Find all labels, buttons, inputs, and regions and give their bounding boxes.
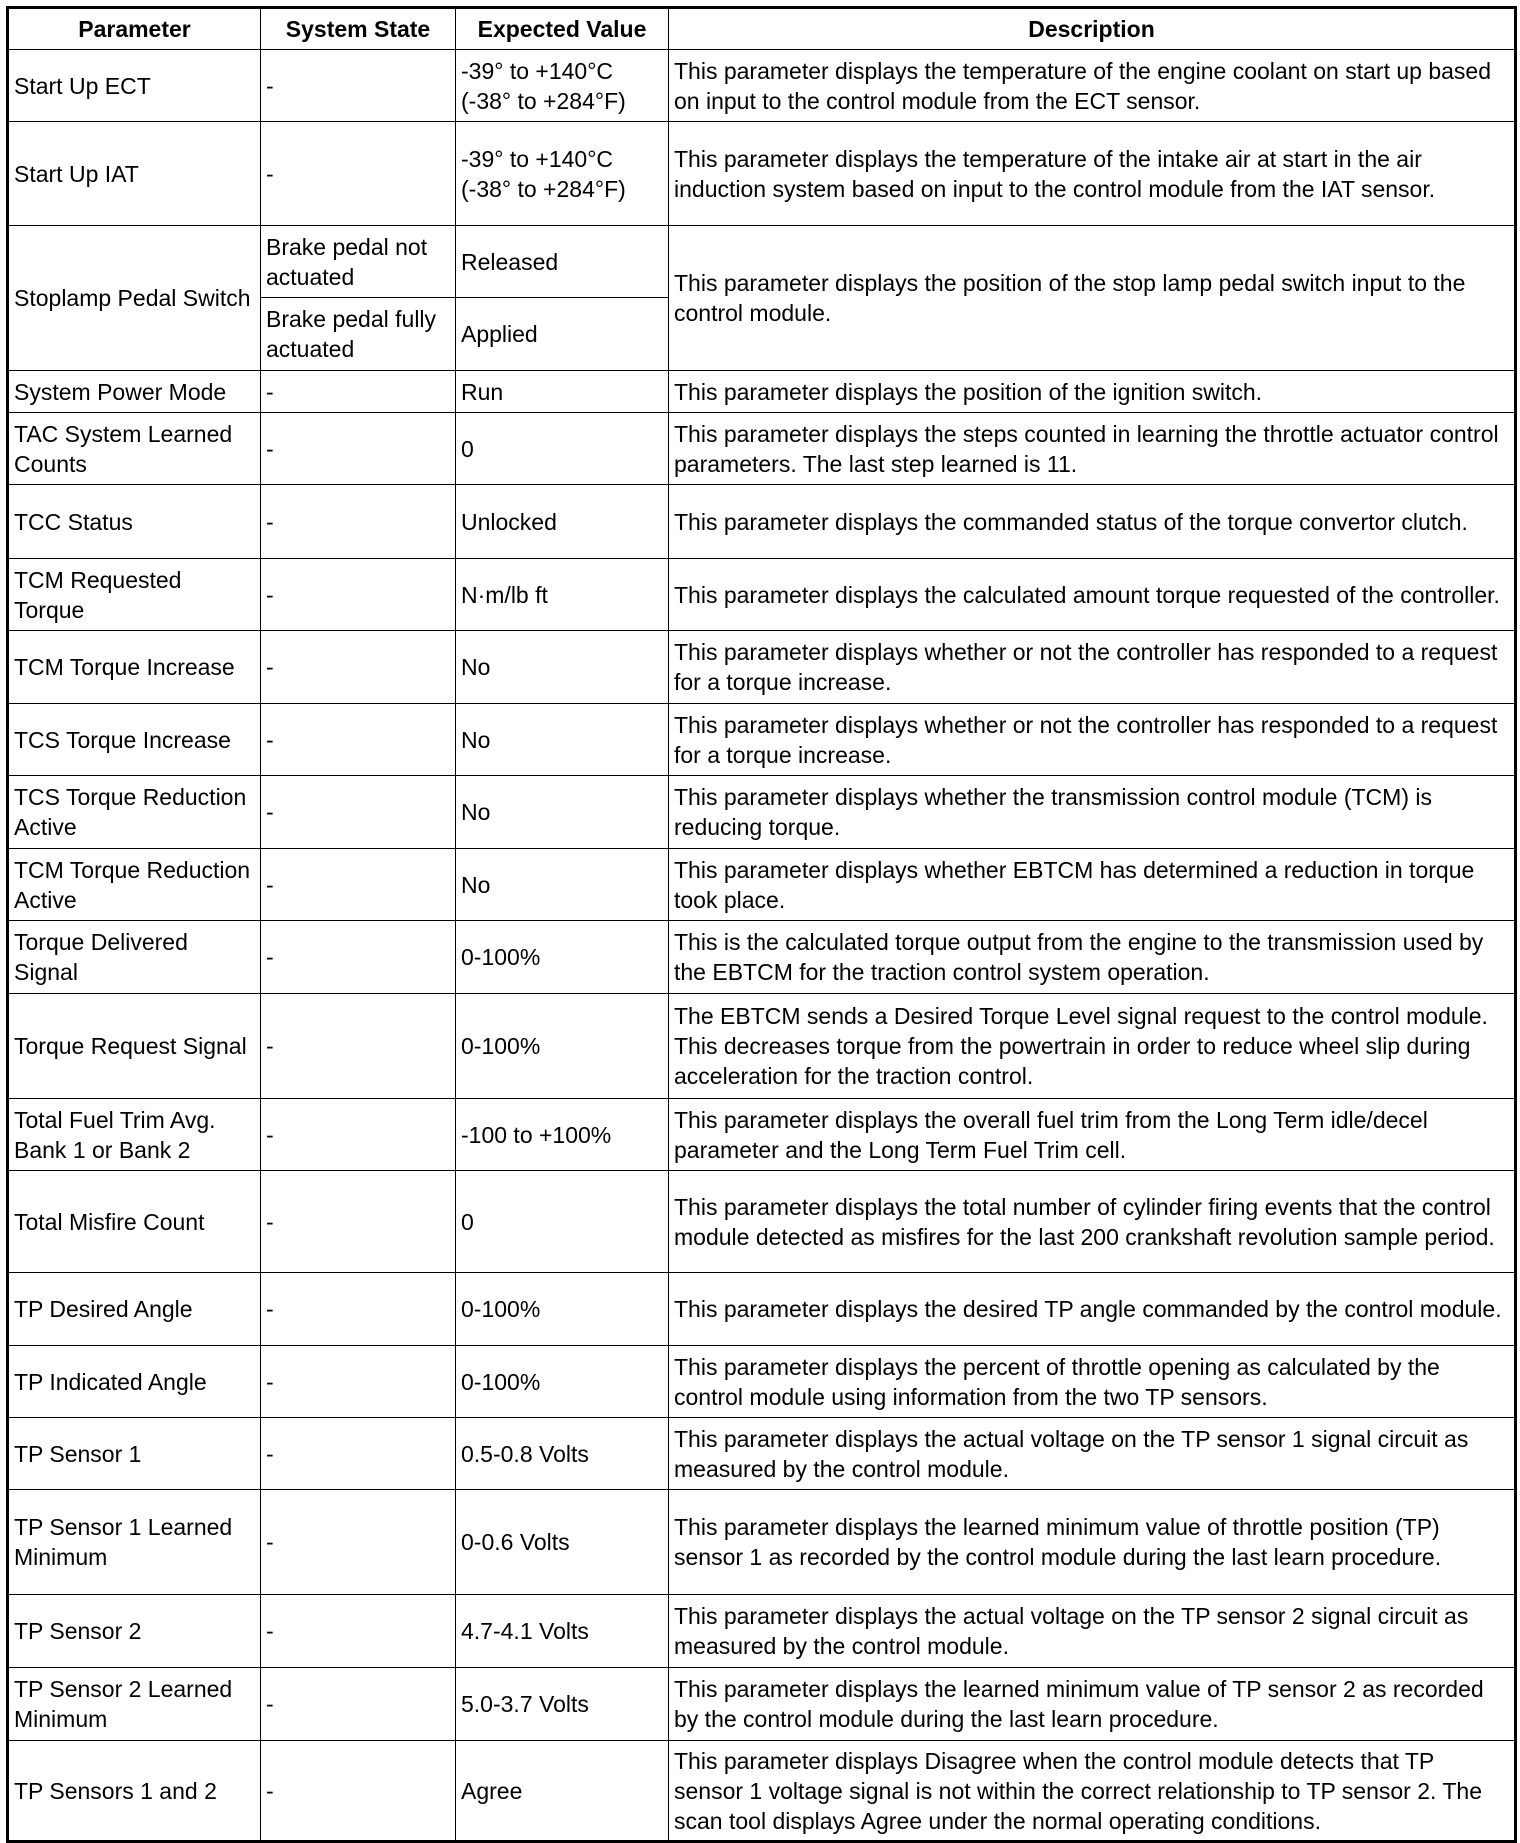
system-state-cell: - <box>261 1668 456 1741</box>
expected-value-cell: 0-100% <box>456 921 669 994</box>
system-state-cell: - <box>261 485 456 559</box>
parameter-cell: TCC Status <box>8 485 261 559</box>
table-row <box>8 413 1516 485</box>
description-cell: This parameter displays the actual voltage on the TP sensor 1 signal circuit as measured by the control module. <box>669 1418 1516 1490</box>
expected-value-cell: 0-100% <box>456 1346 669 1418</box>
expected-value-cell: No <box>456 849 669 921</box>
expected-value-cell: 0 <box>456 1171 669 1273</box>
parameter-cell: TP Sensor 2 <box>8 1595 261 1668</box>
system-state-cell: - <box>261 413 456 485</box>
table-row <box>8 1346 1516 1418</box>
table-row <box>8 849 1516 921</box>
system-state-cell: - <box>261 1595 456 1668</box>
expected-value-cell: Run <box>456 371 669 413</box>
description-cell: This parameter displays the learned minimum value of TP sensor 2 as recorded by the control module during the last learn procedure. <box>669 1668 1516 1741</box>
table-row <box>8 371 1516 413</box>
table-row <box>8 50 1516 122</box>
expected-value-cell: 0 <box>456 413 669 485</box>
parameter-cell: Torque Request Signal <box>8 994 261 1099</box>
table-row <box>8 776 1516 849</box>
parameter-cell: TP Desired Angle <box>8 1273 261 1346</box>
description-cell: This parameter displays the overall fuel trim from the Long Term idle/decel parameter and the Long Term Fuel Trim cell. <box>669 1099 1516 1171</box>
expected-value-cell: 0-100% <box>456 1273 669 1346</box>
system-state-cell: - <box>261 1418 456 1490</box>
parameter-cell: Stoplamp Pedal Switch <box>8 226 261 371</box>
expected-value-cell: 4.7-4.1 Volts <box>456 1595 669 1668</box>
parameter-cell: TP Sensors 1 and 2 <box>8 1741 261 1842</box>
table-row <box>8 704 1516 776</box>
table-row <box>8 1741 1516 1842</box>
table-row <box>8 559 1516 631</box>
expected-value-cell: Applied <box>456 298 669 371</box>
expected-value-cell: N·m/lb ft <box>456 559 669 631</box>
system-state-cell: - <box>261 371 456 413</box>
expected-value-cell: No <box>456 631 669 704</box>
table-row <box>8 1418 1516 1490</box>
system-state-cell: - <box>261 1346 456 1418</box>
system-state-cell: - <box>261 994 456 1099</box>
parameter-table <box>6 6 1517 1843</box>
expected-value-cell: 0-100% <box>456 994 669 1099</box>
description-cell: This parameter displays Disagree when the control module detects that TP sensor 1 voltage signal is not within the correct relationship to TP sensor 2. The scan tool displays Agree under the normal operating conditions. <box>669 1741 1516 1842</box>
description-cell: This parameter displays the actual voltage on the TP sensor 2 signal circuit as measured by the control module. <box>669 1595 1516 1668</box>
table-body <box>8 50 1516 1842</box>
expected-value-cell: -39° to +140°C (-38° to +284°F) <box>456 50 669 122</box>
system-state-cell: - <box>261 631 456 704</box>
table-row <box>8 1490 1516 1595</box>
expected-value-cell: -100 to +100% <box>456 1099 669 1171</box>
parameter-cell: TP Sensor 1 Learned Minimum <box>8 1490 261 1595</box>
system-state-cell: - <box>261 921 456 994</box>
header-parameter: Parameter <box>8 8 261 50</box>
parameter-cell: TCM Requested Torque <box>8 559 261 631</box>
system-state-cell: - <box>261 1171 456 1273</box>
description-cell: This parameter displays the commanded status of the torque convertor clutch. <box>669 485 1516 559</box>
table-row <box>8 1595 1516 1668</box>
system-state-cell: - <box>261 776 456 849</box>
description-cell: This parameter displays the position of the stop lamp pedal switch input to the control module. <box>669 226 1516 371</box>
system-state-cell: - <box>261 1490 456 1595</box>
system-state-cell: Brake pedal not actuated <box>261 226 456 298</box>
parameter-cell: Total Misfire Count <box>8 1171 261 1273</box>
parameter-cell: Torque Delivered Signal <box>8 921 261 994</box>
system-state-cell: - <box>261 559 456 631</box>
expected-value-cell: 5.0-3.7 Volts <box>456 1668 669 1741</box>
expected-value-cell: 0-0.6 Volts <box>456 1490 669 1595</box>
description-cell: This parameter displays the learned minimum value of throttle position (TP) sensor 1 as recorded by the control module during the last learn procedure. <box>669 1490 1516 1595</box>
description-cell: This parameter displays whether EBTCM has determined a reduction in torque took place. <box>669 849 1516 921</box>
system-state-cell: - <box>261 1741 456 1842</box>
description-cell: The EBTCM sends a Desired Torque Level signal request to the control module. This decreases torque from the powertrain in order to reduce wheel slip during acceleration for the traction control. <box>669 994 1516 1099</box>
table-row <box>8 485 1516 559</box>
description-cell: This parameter displays the calculated amount torque requested of the controller. <box>669 559 1516 631</box>
parameter-cell: TP Sensor 1 <box>8 1418 261 1490</box>
description-cell: This is the calculated torque output from the engine to the transmission used by the EBTCM for the traction control system operation. <box>669 921 1516 994</box>
parameter-cell: TP Sensor 2 Learned Minimum <box>8 1668 261 1741</box>
system-state-cell: Brake pedal fully actuated <box>261 298 456 371</box>
description-cell: This parameter displays the temperature of the intake air at start in the air induction system based on input to the control module from the IAT sensor. <box>669 122 1516 226</box>
expected-value-cell: No <box>456 704 669 776</box>
system-state-cell: - <box>261 50 456 122</box>
description-cell: This parameter displays the temperature of the engine coolant on start up based on input to the control module from the ECT sensor. <box>669 50 1516 122</box>
system-state-cell: - <box>261 704 456 776</box>
header-system-state: System State <box>261 8 456 50</box>
parameter-cell: Start Up ECT <box>8 50 261 122</box>
table-row <box>8 921 1516 994</box>
table-row <box>8 1099 1516 1171</box>
parameter-cell: TCS Torque Reduction Active <box>8 776 261 849</box>
table-row <box>8 631 1516 704</box>
description-cell: This parameter displays the desired TP angle commanded by the control module. <box>669 1273 1516 1346</box>
parameter-cell: TP Indicated Angle <box>8 1346 261 1418</box>
parameter-cell: Start Up IAT <box>8 122 261 226</box>
table-row <box>8 994 1516 1099</box>
header-description: Description <box>669 8 1516 50</box>
description-cell: This parameter displays the position of the ignition switch. <box>669 371 1516 413</box>
table-row <box>8 122 1516 226</box>
expected-value-cell: 0.5-0.8 Volts <box>456 1418 669 1490</box>
description-cell: This parameter displays whether the transmission control module (TCM) is reducing torque. <box>669 776 1516 849</box>
expected-value-cell: Unlocked <box>456 485 669 559</box>
header-row <box>8 8 1516 50</box>
parameter-cell: TCM Torque Reduction Active <box>8 849 261 921</box>
table-row <box>8 1668 1516 1741</box>
system-state-cell: - <box>261 849 456 921</box>
system-state-cell: - <box>261 1273 456 1346</box>
table-row <box>8 226 1516 298</box>
parameter-cell: Total Fuel Trim Avg. Bank 1 or Bank 2 <box>8 1099 261 1171</box>
expected-value-cell: -39° to +140°C (-38° to +284°F) <box>456 122 669 226</box>
expected-value-cell: No <box>456 776 669 849</box>
expected-value-cell: Agree <box>456 1741 669 1842</box>
description-cell: This parameter displays whether or not the controller has responded to a request for a torque increase. <box>669 704 1516 776</box>
table-row <box>8 1273 1516 1346</box>
parameter-cell: TCM Torque Increase <box>8 631 261 704</box>
description-cell: This parameter displays the total number of cylinder firing events that the control module detected as misfires for the last 200 crankshaft revolution sample period. <box>669 1171 1516 1273</box>
table-row <box>8 1171 1516 1273</box>
description-cell: This parameter displays whether or not the controller has responded to a request for a torque increase. <box>669 631 1516 704</box>
header-expected-value: Expected Value <box>456 8 669 50</box>
parameter-cell: System Power Mode <box>8 371 261 413</box>
description-cell: This parameter displays the percent of throttle opening as calculated by the control module using information from the two TP sensors. <box>669 1346 1516 1418</box>
parameter-cell: TAC System Learned Counts <box>8 413 261 485</box>
expected-value-cell: Released <box>456 226 669 298</box>
parameter-cell: TCS Torque Increase <box>8 704 261 776</box>
system-state-cell: - <box>261 122 456 226</box>
description-cell: This parameter displays the steps counted in learning the throttle actuator control parameters. The last step learned is 11. <box>669 413 1516 485</box>
system-state-cell: - <box>261 1099 456 1171</box>
